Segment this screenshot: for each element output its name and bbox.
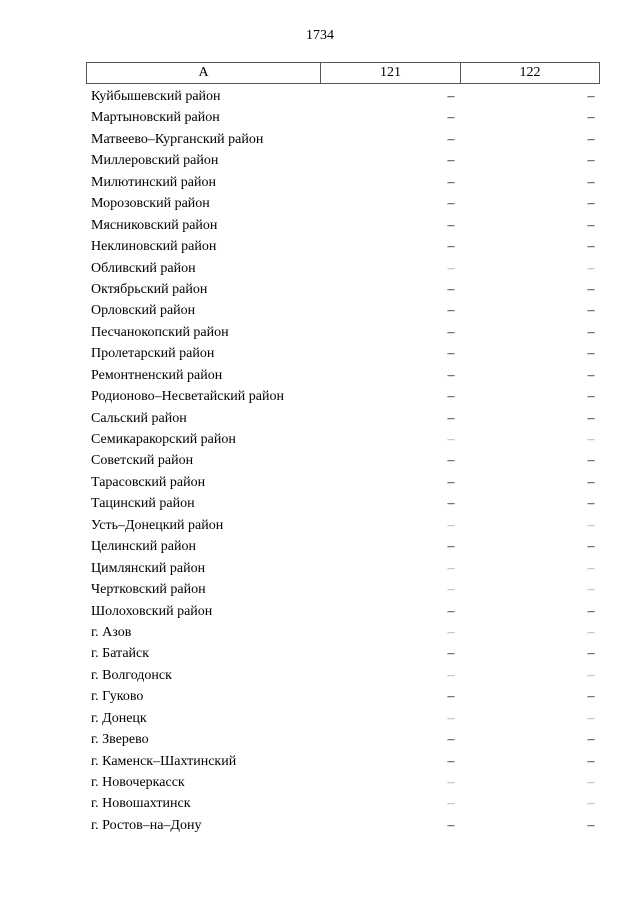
row-value-122: – [587,324,595,340]
row-name: Милютинский район [91,174,217,190]
table-row [86,751,600,772]
row-value-122: – [587,732,595,748]
row-name: Неклиновский район [91,239,217,255]
row-name: Матвеево–Курганский район [91,131,264,147]
row-value-121: – [447,239,455,255]
table-row [86,150,600,171]
row-value-121: – [447,817,455,833]
table-row [86,622,600,643]
table-row [86,536,600,557]
table-row [86,408,600,429]
header-col-a: А [87,63,321,83]
row-value-121: – [447,432,455,447]
row-name: Октябрьский район [91,281,208,297]
row-name: Усть–Донецкий район [91,517,224,533]
row-value-121: – [447,775,455,790]
row-name: Советский район [91,453,194,469]
row-value-122: – [587,303,595,319]
table-row [86,472,600,493]
row-name: г. Азов [91,624,132,640]
table-row [86,429,600,450]
header-col-121: 121 [321,63,461,83]
row-value-121: – [447,346,455,362]
table-row [86,579,600,600]
row-value-122: – [587,367,595,383]
row-value-122: – [587,539,595,555]
table-row [86,708,600,729]
row-value-121: – [447,753,455,769]
row-name: Орловский район [91,303,196,319]
row-value-122: – [587,817,595,833]
row-name: г. Новошахтинск [91,796,191,812]
table-row [86,365,600,386]
row-value-122: – [587,131,595,147]
row-value-122: – [587,646,595,662]
table-row [86,193,600,214]
row-value-121: – [447,603,455,619]
row-name: г. Новочеркасск [91,775,185,790]
row-value-121: – [447,131,455,147]
row-value-121: – [447,539,455,555]
table-row [86,258,600,279]
row-name: г. Гуково [91,689,144,705]
table-row [86,236,600,257]
table-row [86,86,600,107]
table-row [86,815,600,836]
row-value-122: – [587,667,595,683]
row-value-121: – [447,732,455,748]
row-value-121: – [447,196,455,212]
row-value-121: – [447,689,455,705]
table-row [86,686,600,707]
table-row [86,515,600,536]
row-value-122: – [587,796,595,812]
row-value-121: – [447,560,455,576]
table-row [86,493,600,514]
row-name: Морозовский район [91,196,210,212]
row-name: Пролетарский район [91,346,215,362]
row-value-122: – [587,775,595,790]
row-value-121: – [447,153,455,169]
row-name: г. Волгодонск [91,667,172,683]
row-value-122: – [587,689,595,705]
table-row [86,300,600,321]
row-value-122: – [587,560,595,576]
row-value-121: – [447,453,455,469]
table-row [86,729,600,750]
row-value-121: – [447,646,455,662]
table-row [86,665,600,686]
row-name: Чертковский район [91,582,206,598]
table-row [86,107,600,128]
row-value-121: – [447,624,455,640]
table-row [86,215,600,236]
row-value-122: – [587,174,595,190]
row-name: Тарасовский район [91,474,206,490]
row-value-122: – [587,89,595,104]
row-name: Цимлянский район [91,560,206,576]
table-row [86,279,600,300]
row-value-121: – [447,710,455,726]
row-value-122: – [587,624,595,640]
table-row [86,129,600,150]
row-value-122: – [587,217,595,233]
table-row [86,172,600,193]
row-value-122: – [587,517,595,533]
row-name: Семикаракорский район [91,432,236,447]
row-name: Тацинский район [91,496,195,512]
row-value-121: – [447,667,455,683]
row-value-122: – [587,753,595,769]
table-row [86,386,600,407]
row-value-122: – [587,389,595,405]
row-value-121: – [447,367,455,383]
row-name: г. Донецк [91,710,147,726]
table-row [86,558,600,579]
table-row [86,643,600,664]
row-name: г. Каменск–Шахтинский [91,753,237,769]
row-value-122: – [587,196,595,212]
row-name: Ремонтненский район [91,367,223,383]
row-value-121: – [447,260,455,276]
row-value-122: – [587,110,595,126]
header-col-122: 122 [519,65,541,80]
row-value-122: – [587,603,595,619]
row-name: Родионово–Несветайский район [91,389,284,405]
row-value-122: – [587,710,595,726]
page-number: 1734 [306,28,334,43]
row-value-121: – [447,796,455,812]
row-value-121: – [447,474,455,490]
row-name: г. Батайск [91,646,150,662]
table-body [86,86,600,836]
row-value-121: – [447,582,455,598]
row-name: Мартыновский район [91,110,220,126]
row-value-122: – [587,281,595,297]
table-row [86,343,600,364]
row-value-121: – [447,174,455,190]
row-value-122: – [587,474,595,490]
table-row [86,322,600,343]
row-value-122: – [587,432,595,447]
row-value-122: – [587,582,595,598]
table-row [86,772,600,793]
row-name: Мясниковский район [91,217,218,233]
row-name: г. Зверево [91,732,149,748]
row-name: Песчанокопский район [91,324,229,340]
row-value-121: – [447,281,455,297]
row-value-122: – [587,410,595,426]
table-row [86,450,600,471]
row-name: Целинский район [91,539,196,555]
table-header [86,62,600,84]
row-value-122: – [587,496,595,512]
row-value-121: – [447,303,455,319]
row-name: Куйбышевский район [91,89,221,104]
row-value-121: – [447,389,455,405]
row-value-121: – [447,110,455,126]
row-value-122: – [587,453,595,469]
row-value-122: – [587,346,595,362]
row-name: Обливский район [91,260,196,276]
row-value-121: – [447,217,455,233]
row-value-122: – [587,260,595,276]
row-value-121: – [447,324,455,340]
row-value-122: – [587,239,595,255]
row-value-122: – [587,153,595,169]
row-name: г. Ростов–на–Дону [91,817,202,833]
table-row [86,793,600,814]
table-row [86,601,600,622]
row-name: Шолоховский район [91,603,213,619]
row-name: Миллеровский район [91,153,219,169]
row-name: Сальский район [91,410,187,426]
row-value-121: – [447,496,455,512]
row-value-121: – [447,410,455,426]
row-value-121: – [447,517,455,533]
row-value-121: – [447,89,455,104]
